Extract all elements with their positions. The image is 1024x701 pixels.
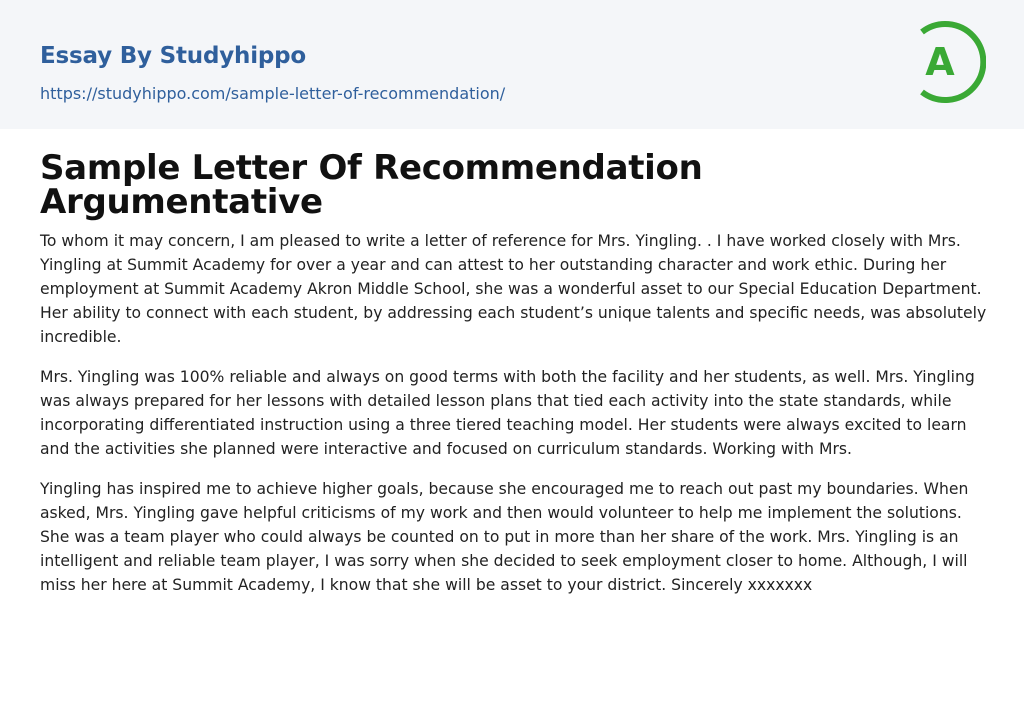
studyhippo-logo-icon[interactable] [912,19,986,105]
article-title: Sample Letter Of Recommendation Argumentative [40,148,703,222]
site-header [0,0,1024,129]
article [40,148,990,597]
logo-letter: A [925,40,955,84]
article-paragraph-2: Mrs. Yingling was 100% reliable and always on good terms with both the facility and her students, as well. Mrs. Yingling was always prepared for her lessons with detailed lesson plans that tied each activity into the state standards, while incorporating differentiated instruction using a three tiered teaching model. Her students were always excited to learn and the activities she planned were interactive and focused on curriculum standards. Working with Mrs. [40,368,975,458]
site-brand[interactable]: Essay By Studyhippo [40,43,307,69]
article-paragraph-1: To whom it may concern, I am pleased to write a letter of reference for Mrs. Yingling. . I have worked closely with Mrs. Yingling at Summit Academy for over a year and can attest to her outstanding character and work ethic. During her employment at Summit Academy Akron Middle School, she was a wonderful asset to our Special Education Department. Her ability to connect with each student, by addressing each student’s unique talents and specific needs, was absolutely incredible. [40,232,987,346]
article-paragraph-3: Yingling has inspired me to achieve higher goals, because she encouraged me to reach out past my boundaries. When asked, Mrs. Yingling gave helpful criticisms of my work and then would volunteer to help me implement the solutions. She was a team player who could always be counted on to put in more than her share of the work. Mrs. Yingling is an intelligent and reliable team player, I was sorry when she decided to seek employment closer to home. Although, I will miss her here at Summit Academy, I know that she will be asset to your district. Sincerely xxxxxxx [40,480,969,594]
page-url-link[interactable]: https://studyhippo.com/sample-letter-of-recommendation/ [40,84,506,103]
